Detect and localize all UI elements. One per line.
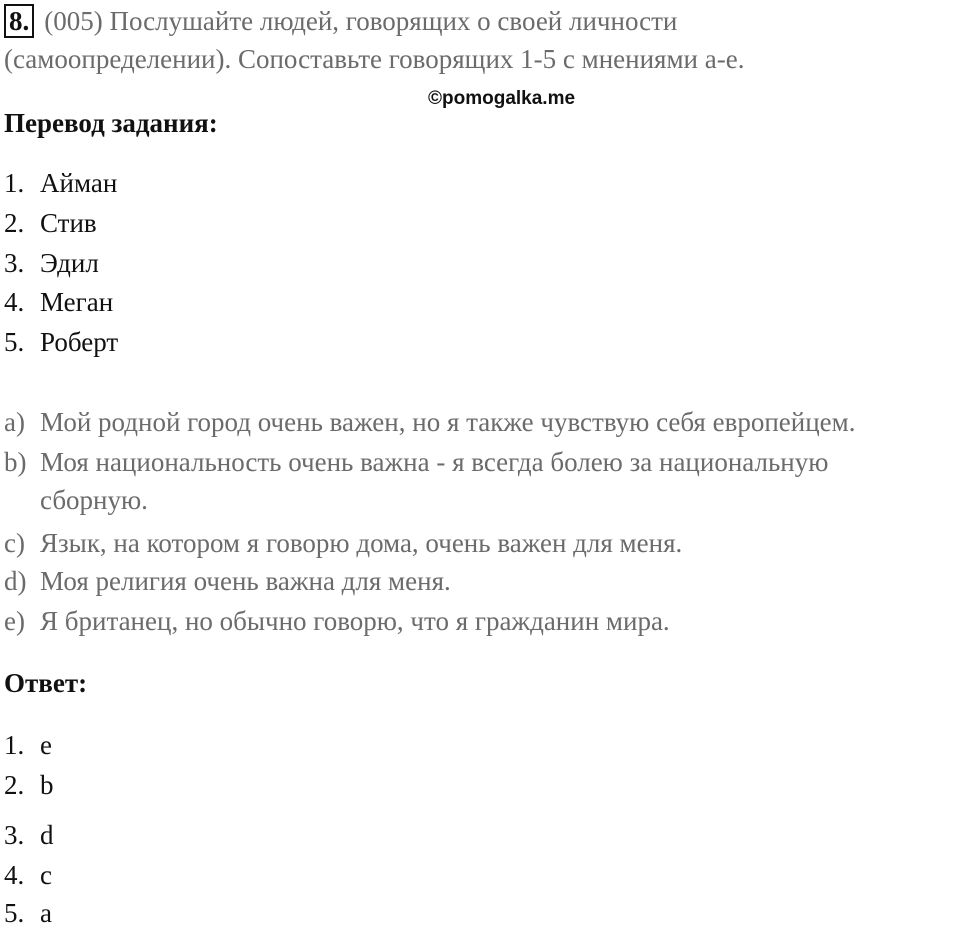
list-item bbox=[4, 730, 52, 761]
option-letter: a) bbox=[4, 407, 25, 437]
item-number: 5. bbox=[4, 898, 25, 928]
option-letter: e) bbox=[4, 606, 25, 636]
list-item bbox=[4, 208, 97, 239]
list-item bbox=[4, 606, 670, 637]
speaker-name: Айман bbox=[40, 168, 118, 198]
item-number: 2. bbox=[4, 208, 25, 238]
list-item bbox=[4, 248, 99, 279]
answer-value: a bbox=[40, 898, 52, 928]
speaker-name: Роберт bbox=[40, 327, 119, 357]
task-line-1 bbox=[4, 4, 677, 38]
answer-value: c bbox=[40, 860, 52, 890]
item-number: 4. bbox=[4, 860, 25, 890]
option-text: Моя национальность очень важна - я всегда болею за национальную bbox=[40, 447, 829, 477]
answer-heading: Ответ: bbox=[4, 668, 88, 698]
list-item bbox=[4, 770, 54, 801]
option-text: Я британец, но обычно говорю, что я гражданин мира. bbox=[40, 606, 670, 636]
list-item bbox=[4, 566, 451, 597]
option-letter: b) bbox=[4, 447, 27, 477]
list-item bbox=[4, 898, 52, 929]
task-text-1: (005) Послушайте людей, говорящих о своей личности bbox=[44, 6, 678, 36]
speaker-name: Меган bbox=[40, 287, 114, 317]
answer-value: e bbox=[40, 730, 52, 760]
item-number: 2. bbox=[4, 770, 25, 800]
item-number: 1. bbox=[4, 730, 25, 760]
task-line-2: (самоопределении). Сопоставьте говорящих 1-5 с мнениями a-e. bbox=[4, 44, 745, 74]
list-item bbox=[4, 528, 682, 559]
item-number: 3. bbox=[4, 820, 25, 850]
option-text-continued: сборную. bbox=[40, 485, 148, 515]
list-item bbox=[4, 287, 113, 318]
item-number: 1. bbox=[4, 168, 25, 198]
list-item bbox=[4, 407, 855, 438]
watermark: ©pomogalka.me bbox=[428, 88, 576, 109]
option-text: Мой родной город очень важен, но я также чувствую себя европейцем. bbox=[40, 407, 856, 437]
option-letter: c) bbox=[4, 528, 25, 558]
answer-value: b bbox=[40, 770, 54, 800]
item-number: 5. bbox=[4, 327, 25, 357]
item-number: 4. bbox=[4, 287, 25, 317]
speaker-name: Стив bbox=[40, 208, 97, 238]
list-item bbox=[4, 327, 118, 358]
answer-value: d bbox=[40, 820, 54, 850]
item-number: 3. bbox=[4, 248, 25, 278]
option-text: Язык, на котором я говорю дома, очень важен для меня. bbox=[40, 528, 683, 558]
list-item bbox=[4, 820, 54, 851]
list-item bbox=[4, 168, 117, 199]
task-number: 8. bbox=[4, 4, 34, 38]
translation-heading: Перевод задания: bbox=[4, 108, 218, 138]
list-item bbox=[4, 860, 52, 891]
option-text: Моя религия очень важна для меня. bbox=[40, 566, 451, 596]
speaker-name: Эдил bbox=[40, 248, 99, 278]
option-letter: d) bbox=[4, 566, 27, 596]
list-item bbox=[4, 447, 828, 478]
